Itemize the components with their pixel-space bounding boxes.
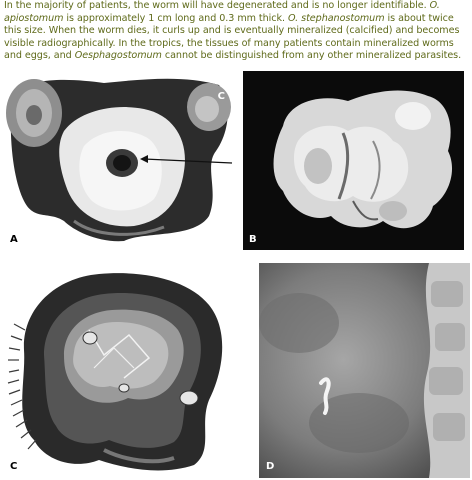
- text-segment-4: cannot be distinguished from any other mineralized parasites.: [161, 50, 462, 62]
- figure-c-label: C: [10, 461, 18, 472]
- figure-d-radiograph: [259, 263, 470, 478]
- text-segment-2: is approximately 1 cm long and 0.3 mm thick.: [63, 12, 289, 24]
- species-name-stephanostomum: O. stephanostomum: [288, 12, 385, 24]
- figure-c-histology: [4, 260, 235, 478]
- genus-name-oesphagostomum: Oesphagostomum: [74, 50, 162, 62]
- figure-a-label: A: [10, 234, 18, 245]
- text-segment-3: is about twice this size. When the worm dies, it curls up and is eventually mineralized (calcified) and becomes visible radiographically. In the tropics, the tissues of many patients contain mineralized worms and eggs, and: [4, 12, 460, 62]
- figure-b-photo: [243, 71, 464, 250]
- figure-a-photo: [4, 71, 235, 250]
- figure-b-label: B: [249, 234, 257, 245]
- figure-a-corner-label: C: [217, 91, 225, 102]
- figure-d-label: D: [266, 461, 275, 472]
- species-name-apiostomum: O. apiostomum: [4, 0, 440, 24]
- description-paragraph: [4, 0, 470, 63]
- text-segment-1: In the majority of patients, the worm will have degenerated and is no longer identifiable.: [4, 0, 430, 11]
